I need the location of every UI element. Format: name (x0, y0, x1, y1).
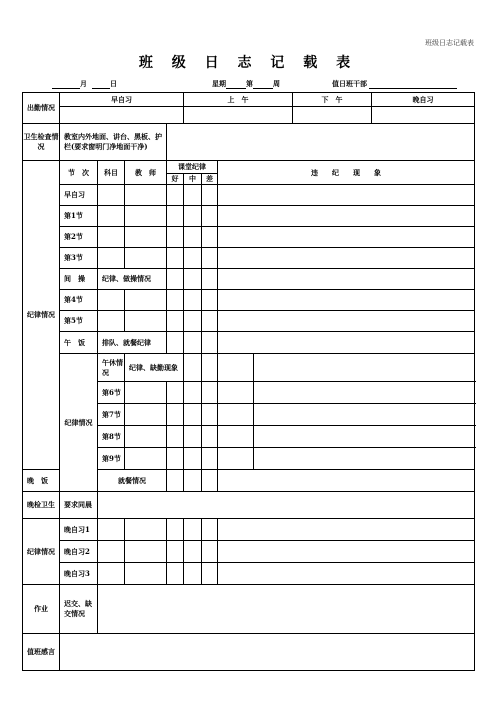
running-header: 班级日志记载表 (425, 39, 474, 47)
violation-cell[interactable] (218, 185, 475, 206)
medium-cell[interactable] (184, 248, 202, 269)
evening-study-header: 晚自习 (372, 93, 475, 107)
teacher-cell[interactable] (125, 311, 167, 332)
period-label: 第2节 (60, 227, 98, 248)
week-field[interactable] (253, 79, 273, 89)
violation-cell[interactable] (218, 269, 475, 290)
evening-discipline-label: 纪律情况 (23, 519, 60, 585)
subject-cell[interactable] (98, 227, 125, 248)
teacher-cell[interactable] (125, 206, 167, 227)
subject-cell[interactable] (98, 206, 125, 227)
morning-study-cell[interactable] (60, 107, 184, 124)
good-header: 好 (167, 174, 184, 185)
teacher-cell[interactable] (125, 541, 167, 563)
poor-cell[interactable] (202, 185, 218, 206)
poor-header: 差 (202, 174, 218, 185)
teacher-cell[interactable] (125, 519, 167, 541)
weekday-label: 星期 (212, 79, 226, 88)
teacher-cell[interactable] (167, 404, 184, 426)
evening-study-cell[interactable] (372, 107, 475, 124)
medium-cell[interactable] (184, 185, 202, 206)
medium-cell[interactable] (202, 404, 218, 426)
hygiene-cell[interactable] (167, 124, 475, 161)
attendance-label: 出勤情况 (23, 93, 60, 124)
good-cell[interactable] (167, 563, 184, 585)
violation-cell[interactable] (254, 354, 475, 382)
violation-cell[interactable] (218, 248, 475, 269)
poor-cell[interactable] (202, 227, 218, 248)
poor-cell[interactable] (202, 248, 218, 269)
good-cell[interactable] (167, 470, 184, 492)
poor-cell[interactable] (202, 206, 218, 227)
discipline-label-1: 纪律情况 (23, 161, 60, 470)
violation-cell[interactable] (218, 227, 475, 248)
good-cell[interactable] (167, 541, 184, 563)
nap-note: 纪律、缺勤现象 (125, 354, 184, 382)
period-label: 第7节 (98, 404, 125, 426)
subject-cell[interactable] (125, 448, 167, 470)
medium-cell[interactable] (184, 269, 202, 290)
exercise-note: 纪律、做操情况 (98, 269, 167, 290)
month-field[interactable] (52, 79, 80, 89)
good-cell[interactable] (184, 404, 202, 426)
subject-cell[interactable] (125, 426, 167, 448)
weekday-field[interactable] (226, 79, 246, 89)
poor-cell[interactable] (202, 332, 218, 354)
subject-cell[interactable] (98, 541, 125, 563)
homework-cell[interactable] (98, 585, 475, 634)
good-cell[interactable] (167, 332, 184, 354)
lunch-label: 午 饭 (60, 332, 98, 354)
month-label: 月 (80, 79, 87, 88)
week-label: 周 (273, 79, 280, 88)
poor-cell[interactable] (202, 541, 218, 563)
teacher-cell[interactable] (125, 227, 167, 248)
violation-cell[interactable] (218, 563, 475, 585)
violation-cell[interactable] (254, 404, 475, 426)
medium-cell[interactable] (184, 541, 202, 563)
poor-cell[interactable] (218, 404, 254, 426)
teacher-header: 教 师 (125, 161, 167, 185)
period-label: 第3节 (60, 248, 98, 269)
subject-cell[interactable] (98, 185, 125, 206)
afternoon-header: 下 午 (293, 93, 372, 107)
duty-remarks-label: 值班感言 (23, 634, 60, 671)
subject-cell[interactable] (98, 248, 125, 269)
period-label: 早自习 (60, 185, 98, 206)
evening-hygiene-label: 晚检卫生 (23, 492, 60, 519)
good-cell[interactable] (167, 311, 184, 332)
violations-header: 违 纪 现 象 (218, 161, 475, 185)
teacher-cell[interactable] (125, 290, 167, 311)
homework-note: 迟交、缺交情况 (60, 585, 98, 634)
section-header: 节 次 (60, 161, 98, 185)
period-label: 第6节 (98, 382, 125, 404)
subject-header: 科目 (98, 161, 125, 185)
dinner-label: 晚 饭 (23, 470, 60, 492)
subject-cell[interactable] (125, 404, 167, 426)
violation-cell[interactable] (218, 519, 475, 541)
teacher-cell[interactable] (167, 448, 184, 470)
poor-cell[interactable] (202, 470, 218, 492)
dinner-note: 就餐情况 (98, 470, 167, 492)
poor-cell[interactable] (218, 354, 254, 382)
homework-label: 作业 (23, 585, 60, 634)
violation-cell[interactable] (218, 311, 475, 332)
evening-hygiene-note: 要求同晨 (60, 492, 98, 519)
duty-cadre-field[interactable] (369, 79, 457, 89)
violation-cell[interactable] (218, 470, 475, 492)
violation-cell[interactable] (218, 541, 475, 563)
medium-cell[interactable] (184, 470, 202, 492)
period-label: 第5节 (60, 311, 98, 332)
good-cell[interactable] (167, 227, 184, 248)
violation-cell[interactable] (254, 426, 475, 448)
teacher-cell[interactable] (167, 382, 184, 404)
period-label: 第9节 (98, 448, 125, 470)
medium-cell[interactable] (184, 290, 202, 311)
poor-cell[interactable] (202, 311, 218, 332)
forenoon-header: 上 午 (184, 93, 293, 107)
poor-cell[interactable] (202, 563, 218, 585)
medium-cell[interactable] (184, 563, 202, 585)
medium-cell[interactable] (184, 519, 202, 541)
violation-cell[interactable] (254, 448, 475, 470)
evening-study-label: 晚自习3 (60, 563, 98, 585)
duty-cadre-label: 值日班干部 (332, 79, 367, 88)
nap-label: 午休情况 (98, 354, 125, 382)
morning-study-header: 早自习 (60, 93, 184, 107)
form-title: 班 级 日 志 记 载 表 (138, 55, 358, 71)
classroom-discipline-header: 课堂纪律 (167, 161, 218, 174)
class-log-table (22, 92, 475, 671)
subject-cell[interactable] (98, 563, 125, 585)
medium-cell[interactable] (184, 332, 202, 354)
lunch-note: 排队、就餐纪律 (98, 332, 167, 354)
evening-hygiene-cell[interactable] (98, 492, 475, 519)
medium-cell[interactable] (184, 311, 202, 332)
medium-cell[interactable] (184, 206, 202, 227)
exercise-label: 间 操 (60, 269, 98, 290)
good-cell[interactable] (167, 248, 184, 269)
period-label: 第1节 (60, 206, 98, 227)
day-label: 日 (110, 79, 117, 88)
poor-cell[interactable] (218, 448, 254, 470)
subject-cell[interactable] (125, 382, 167, 404)
medium-header: 中 (184, 174, 202, 185)
hygiene-items: 教室内外地面、讲台、黑板、护栏(要求窗明门净地面干净) (60, 124, 167, 161)
poor-cell[interactable] (202, 519, 218, 541)
teacher-cell[interactable] (167, 426, 184, 448)
teacher-cell[interactable] (125, 563, 167, 585)
evening-study-label: 晚自习2 (60, 541, 98, 563)
medium-cell[interactable] (202, 382, 218, 404)
good-cell[interactable] (167, 185, 184, 206)
good-cell[interactable] (167, 269, 184, 290)
subject-cell[interactable] (98, 519, 125, 541)
poor-cell[interactable] (202, 290, 218, 311)
good-cell[interactable] (184, 382, 202, 404)
poor-cell[interactable] (202, 269, 218, 290)
subject-cell[interactable] (98, 290, 125, 311)
date-line (22, 79, 474, 91)
subject-cell[interactable] (98, 311, 125, 332)
violation-cell[interactable] (218, 206, 475, 227)
medium-cell[interactable] (184, 227, 202, 248)
hygiene-label: 卫生检查情况 (23, 124, 60, 161)
medium-cell[interactable] (202, 354, 218, 382)
good-cell[interactable] (184, 448, 202, 470)
day-field[interactable] (92, 79, 110, 89)
good-cell[interactable] (184, 426, 202, 448)
good-cell[interactable] (184, 354, 202, 382)
week-prefix-label: 第 (246, 79, 253, 88)
evening-study-label: 晚自习1 (60, 519, 98, 541)
good-cell[interactable] (167, 206, 184, 227)
forenoon-cell[interactable] (184, 107, 293, 124)
medium-cell[interactable] (202, 448, 218, 470)
period-label: 第4节 (60, 290, 98, 311)
discipline-label-2: 纪律情况 (60, 354, 98, 492)
period-label: 第8节 (98, 426, 125, 448)
good-cell[interactable] (167, 519, 184, 541)
poor-cell[interactable] (218, 382, 254, 404)
teacher-cell[interactable] (125, 185, 167, 206)
teacher-cell[interactable] (125, 248, 167, 269)
good-cell[interactable] (167, 290, 184, 311)
violation-cell[interactable] (254, 382, 475, 404)
violation-cell[interactable] (218, 290, 475, 311)
violation-cell[interactable] (218, 332, 475, 354)
afternoon-cell[interactable] (293, 107, 372, 124)
poor-cell[interactable] (218, 426, 254, 448)
medium-cell[interactable] (202, 426, 218, 448)
duty-remarks-cell[interactable] (60, 634, 475, 671)
